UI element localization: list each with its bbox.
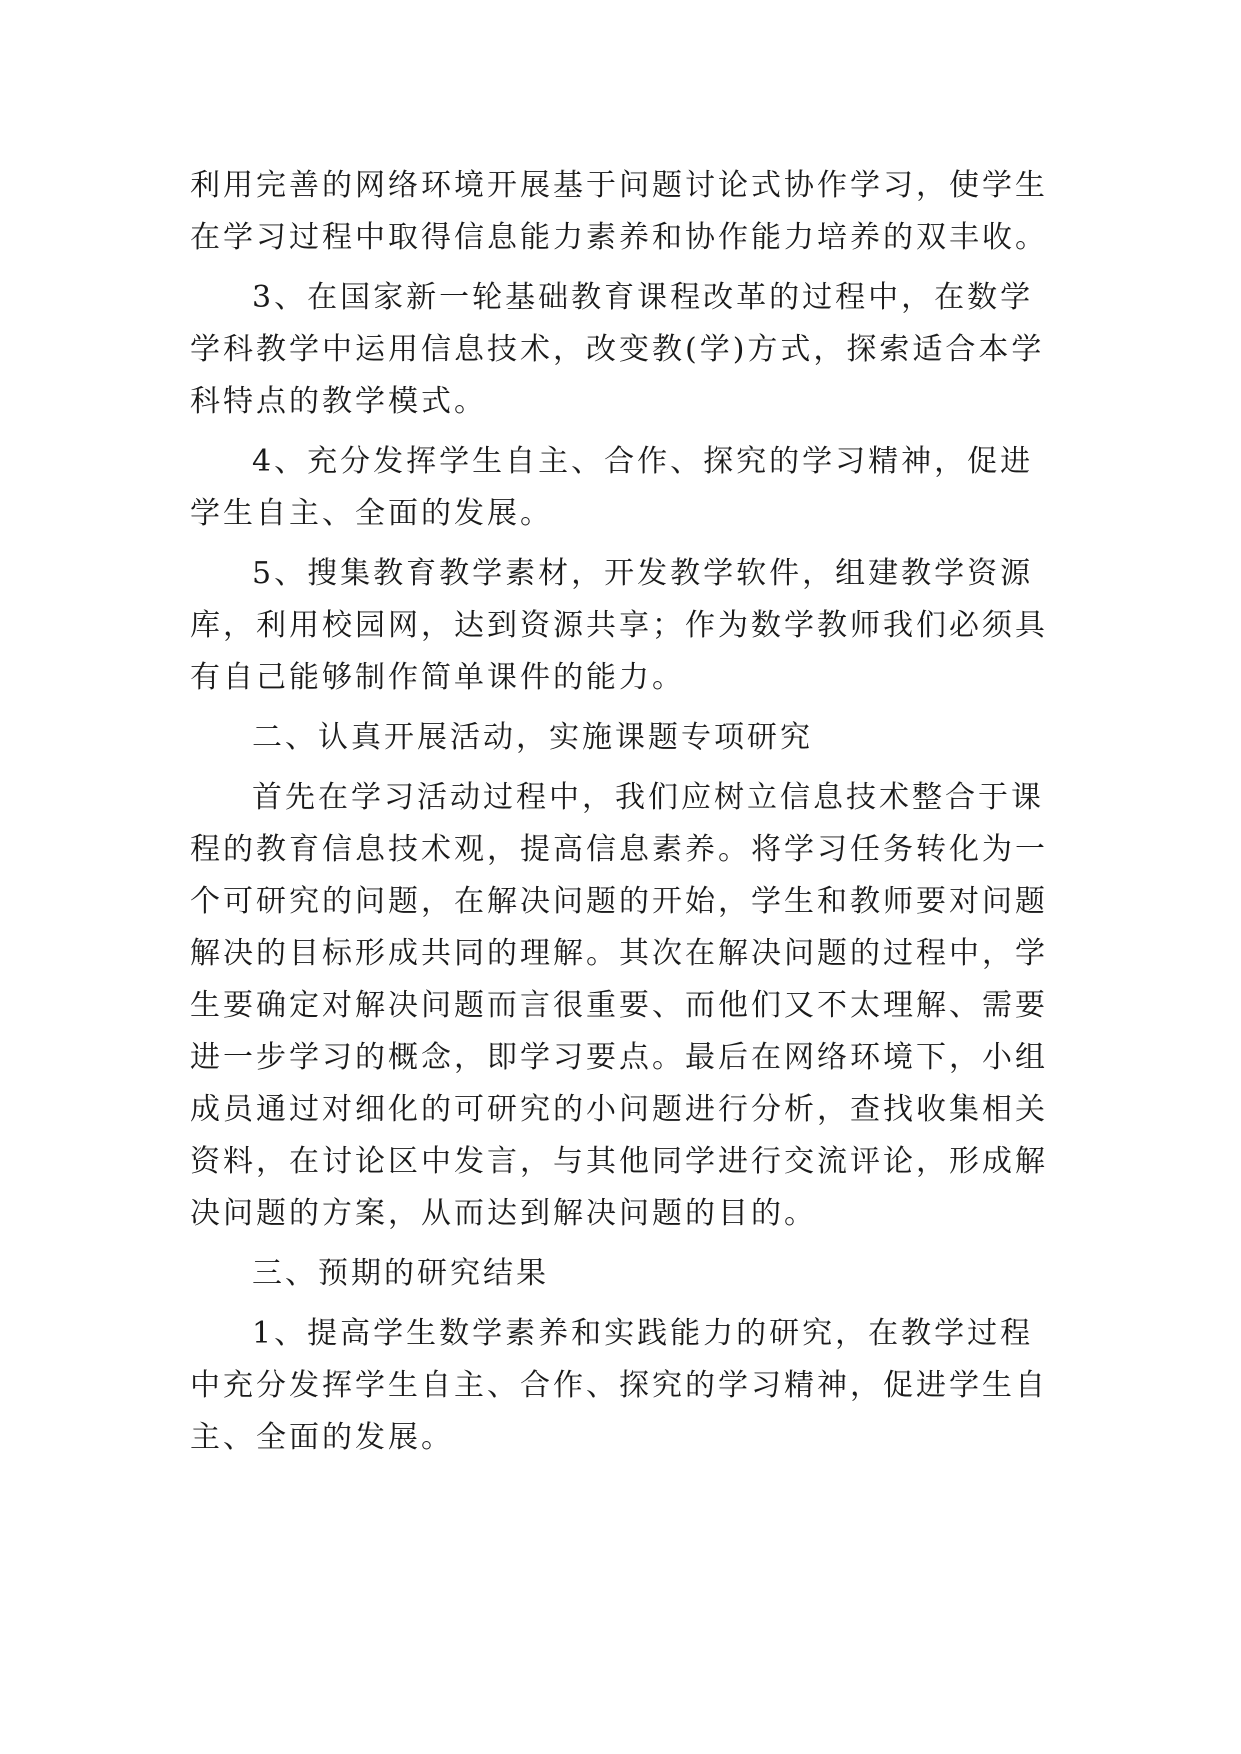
text-line: 3、在国家新一轮基础教育课程改革的过程中，在数学 <box>252 280 1034 315</box>
text-line: 主、全面的发展。 <box>190 1420 454 1455</box>
text-line: 解决的目标形成共同的理解。其次在解决问题的过程中，学 <box>190 936 1048 971</box>
text-line: 有自己能够制作简单课件的能力。 <box>190 660 685 695</box>
text-line: 4、充分发挥学生自主、合作、探究的学习精神，促进 <box>252 444 1034 479</box>
text-line: 1、提高学生数学素养和实践能力的研究，在教学过程 <box>252 1316 1034 1351</box>
text-line: 中充分发挥学生自主、合作、探究的学习精神，促进学生自 <box>190 1368 1048 1403</box>
text-line: 学科教学中运用信息技术，改变教(学)方式，探索适合本学 <box>190 332 1045 367</box>
text-line: 学生自主、全面的发展。 <box>190 496 553 531</box>
text-line: 进一步学习的概念，即学习要点。最后在网络环境下，小组 <box>190 1040 1048 1075</box>
text-line: 生要确定对解决问题而言很重要、而他们又不太理解、需要 <box>190 988 1048 1023</box>
text-line: 三、预期的研究结果 <box>252 1256 549 1291</box>
document-body <box>190 160 1060 1464</box>
text-line: 决问题的方案，从而达到解决问题的目的。 <box>190 1196 817 1231</box>
text-line: 利用完善的网络环境开展基于问题讨论式协作学习，使学生 <box>190 168 1048 203</box>
text-line: 库，利用校园网，达到资源共享；作为数学教师我们必须具 <box>190 608 1048 643</box>
text-line: 在学习过程中取得信息能力素养和协作能力培养的双丰收。 <box>190 220 1048 255</box>
text-line: 二、认真开展活动，实施课题专项研究 <box>252 720 813 755</box>
text-line: 资料，在讨论区中发言，与其他同学进行交流评论，形成解 <box>190 1144 1048 1179</box>
text-line: 首先在学习活动过程中，我们应树立信息技术整合于课 <box>252 780 1044 815</box>
text-line: 5、搜集教育教学素材，开发教学软件，组建教学资源 <box>252 556 1034 591</box>
text-line: 成员通过对细化的可研究的小问题进行分析，查找收集相关 <box>190 1092 1048 1127</box>
text-line: 程的教育信息技术观，提高信息素养。将学习任务转化为一 <box>190 832 1048 867</box>
text-line: 科特点的教学模式。 <box>190 384 487 419</box>
text-line: 个可研究的问题，在解决问题的开始，学生和教师要对问题 <box>190 884 1048 919</box>
